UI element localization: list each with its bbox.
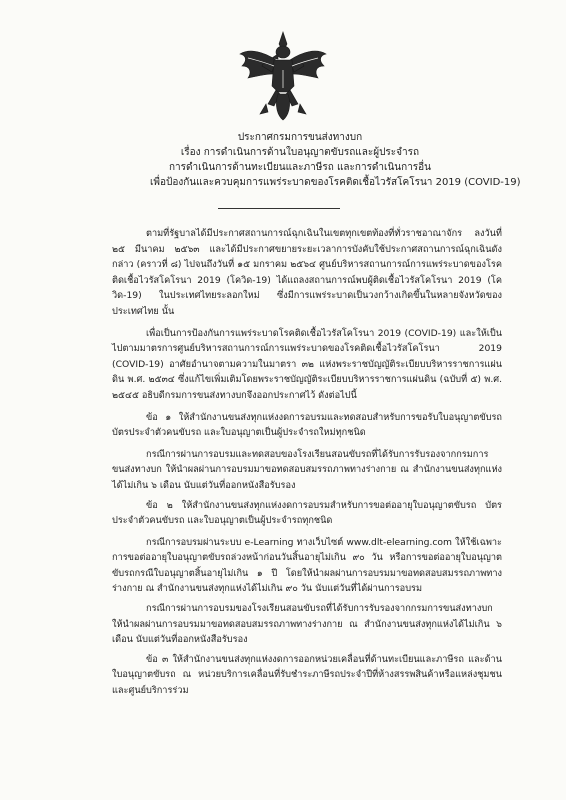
garuda-emblem-icon <box>238 30 328 122</box>
clause-1-detail: กรณีการผ่านการอบรมและทดสอบของโรงเรียนสอนขับรถที่ได้รับการรับรองจากกรมการขนส่งทางบก ให้นำผลผ่านการอบรมมาขอทดสอบสมรรถภาพทางร่างกาย ณ สำนักงานขนส่งทุกแห่งได้ไม่เกิน ๖ เดือน นับแต่วันที่ออกหนังสือรับรอง <box>112 448 502 491</box>
clause-1: ข้อ ๑ ให้สำนักงานขนส่งทุกแห่งงดการอบรมและทดสอบสำหรับการขอรับใบอนุญาตขับรถ บัตรประจำตัวคนขับรถ และใบอนุญาตเป็นผู้ประจำรถใหม่ทุกชนิด <box>112 411 502 439</box>
paragraph-authority: เพื่อเป็นการป้องกันการแพร่ระบาดโรคติดเชื้อไวรัสโคโรนา 2019 (COVID-19) และให้เป็นไปตามมาตรการศูนย์บริหารสถานการณ์การแพร่ระบาดของโรคติดเชื้อไวรัสโคโรนา 2019 (COVID-19) อาศัยอำนาจตามความในมาตรา ๓๒ แห่งพระราชบัญญัติระเบียบบริหารราชการแผ่นดิน พ.ศ. ๒๕๓๔ ซึ่งแก้ไขเพิ่มเติมโดยพระราชบัญญัติระเบียบบริหารราชการแผ่นดิน (ฉบับที่ ๕) พ.ศ. ๒๕๔๕ อธิบดีกรมการขนส่งทางบกจึงออกประกาศไว้ ดังต่อไปนี้ <box>112 327 502 401</box>
announcement-body <box>112 226 502 705</box>
announcement-header <box>150 130 521 190</box>
clause-2-school: กรณีการผ่านการอบรมของโรงเรียนสอนขับรถที่ได้รับการรับรองจากกรมการขนส่งทางบก ให้นำผลผ่านการอบรมมาขอทดสอบสมรรถภาพทางร่างกาย ณ สำนักงานขนส่งทุกแห่งได้ไม่เกิน ๖ เดือน นับแต่วันที่ออกหนังสือรับรอง <box>112 603 502 646</box>
paragraph-background: ตามที่รัฐบาลได้มีประกาศสถานการณ์ฉุกเฉินในเขตทุกเขตท้องที่ทั่วราชอาณาจักร ลงวันที่ ๒๕ มีนาคม ๒๕๖๓ และได้มีประกาศขยายระยะเวลาการบังคับใช้ประกาศสถานการณ์ฉุกเฉินดังกล่าว (คราวที่ ๘) ไปจนถึงวันที่ ๑๕ มกราคม ๒๕๖๔ ศูนย์บริหารสถานการณ์การแพร่ระบาดของโรคติดเชื้อไวรัสโคโรนา 2019 (โควิด-19) ได้แถลงสถานการณ์พบผู้ติดเชื้อไวรัสโคโรนา 2019 (โควิด-19) ในประเทศไทยระลอกใหม่ ซึ่งมีการแพร่ระบาดเป็นวงกว้างเกิดขึ้นในหลายจังหวัดของประเทศไทย นั้น <box>112 228 502 317</box>
subject-line-2: การดำเนินการด้านทะเบียนและภาษีรถ และการดำเนินการอื่น <box>168 162 432 173</box>
subject-line: เรื่อง การดำเนินการด้านใบอนุญาตขับรถและผู้ประจำรถ <box>180 147 420 158</box>
issuer-line: ประกาศกรมการขนส่งทางบก <box>237 132 363 143</box>
header-divider <box>218 208 340 209</box>
clause-2: ข้อ ๒ ให้สำนักงานขนส่งทุกแห่งงดการอบรมสำหรับการขอต่ออายุใบอนุญาตขับรถ บัตรประจำตัวคนขับรถ และใบอนุญาตเป็นผู้ประจำรถทุกชนิด <box>112 499 502 527</box>
clause-3: ข้อ ๓ ให้สำนักงานขนส่งทุกแห่งงดการออกหน่วยเคลื่อนที่ด้านทะเบียนและภาษีรถ และด้านใบอนุญาตขับรถ ณ หน่วยบริการเคลื่อนที่รับชำระภาษีรถประจำปีที่ห้างสรรพสินค้าหรือแหล่งชุมชนและศูนย์บริการร่วม <box>112 653 502 697</box>
subject-line-3: เพื่อป้องกันและควบคุมการแพร่ระบาดของโรคติดเชื้อไวรัสโคโรนา 2019 (COVID-19) <box>150 177 521 188</box>
clause-2-elearning: กรณีการอบรมผ่านระบบ e-Learning ทางเว็บไซต์ www.dlt-elearning.com ให้ใช้เฉพาะการขอต่ออายุใบอนุญาตขับรถล่วงหน้าก่อนวันสิ้นอายุไม่เกิน ๙๐ วัน หรือการขอต่ออายุใบอนุญาตขับรถกรณีใบอนุญาตสิ้นอายุไม่เกิน ๑ ปี โดยให้นำผลผ่านการอบรมมาขอทดสอบสมรรถภาพทางร่างกาย ณ สำนักงานขนส่งทุกแห่งได้ไม่เกิน ๙๐ วัน นับแต่วันที่ได้ผ่านการอบรม <box>112 536 502 595</box>
